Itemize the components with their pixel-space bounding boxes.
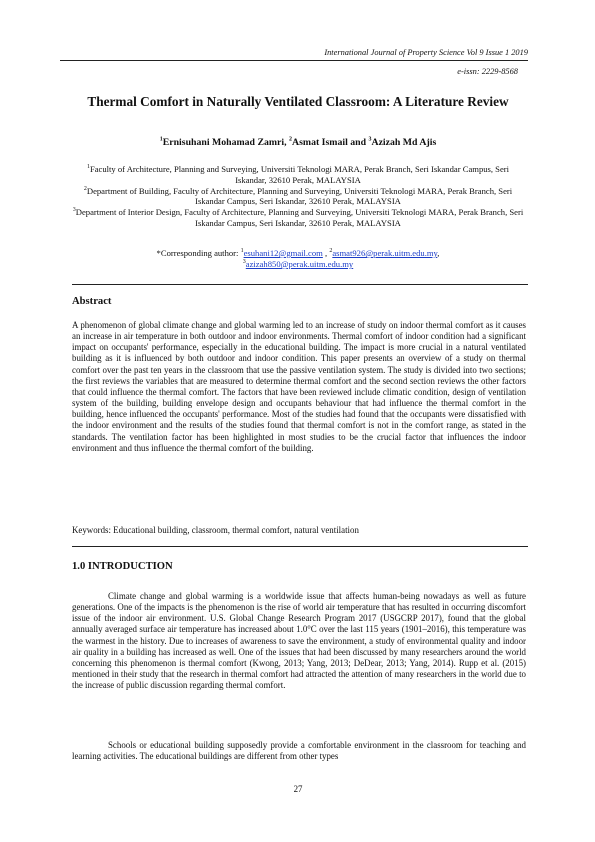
author-list bbox=[72, 137, 524, 148]
issn: e-issn: 2229-8568 bbox=[457, 67, 518, 76]
divider bbox=[72, 284, 528, 285]
section-heading: 1.0 INTRODUCTION bbox=[72, 561, 173, 572]
corresponding-label: *Corresponding author: bbox=[156, 248, 241, 258]
affiliations bbox=[72, 164, 524, 229]
author: $^1$Ernisuhani Mohamad Zamri, bbox=[159, 136, 290, 148]
abstract-heading: Abstract bbox=[72, 296, 112, 307]
email-link[interactable]: esuhani12@gmail.com bbox=[243, 248, 323, 258]
affiliation: $^3$Department of Interior Design, Faculty of Architecture, Planning and Surveying, Universiti Teknologi MARA, Perak Branch, Seri Iskandar Campus, Seri Iskandar, 32610 Perak, MALAYSIA bbox=[72, 207, 524, 228]
page-number: 27 bbox=[293, 784, 303, 794]
header-rule bbox=[60, 60, 528, 61]
divider bbox=[72, 546, 528, 547]
author: $^3$Azizah Md Ajis bbox=[368, 136, 437, 148]
author: $^2$Asmat Ismail and bbox=[289, 136, 369, 148]
paragraph: Climate change and global warming is a worldwide issue that affects human-being nowadays as well as future generations. One of the impacts is the phenomenon is the rise of world air temperature that has resulted in occurring discomfort issue of the indoor air environment. U.S. Global Change Research Program 2017 (USGCRP 2017), found that the global annually averaged surface air temperature has increased about 1.0°C over the last 115 years (1901–2016), this temperature was the warmest in the history. Due to increases of awareness to save the environment, a study of environmental quality and indoor air quality in a building has increased as well. One of the issues that had been discussed by many researchers around the world concerning this phenomenon is thermal comfort (Kwong, 2013; Yang, 2013; DeDear, 2013; Yang, 2014). Rupp et al. (2015) mentioned in their study that the research in thermal comfort had attracted the attention of many researchers in the world due to the increase of public discussion regarding thermal comfort. bbox=[72, 591, 526, 691]
affiliation: $^2$Department of Building, Faculty of Architecture, Planning and Surveying, Universiti Teknologi MARA, Perak Branch, Seri Iskandar Campus, Seri Iskandar, 32610 Perak, MALAYSIA bbox=[83, 185, 513, 207]
paper-title: Thermal Comfort in Naturally Ventilated Classroom: A Literature Review bbox=[87, 94, 509, 109]
corresponding-author: *Corresponding author: $^1$esuhani12@gmail.com , $^2$asmat926@perak.uitm.edu.my, $^3$azizah850@perak.uitm.edu.my bbox=[156, 248, 440, 269]
abstract-text: A phenomenon of global climate change and global warming led to an increase of study on indoor thermal comfort as it causes an increase in air temperature in both outdoor and indoor environments. Thermal comfort of indoor condition had a significant impact on occupants' performance, especially in the educational building. The impact is more crucial in a natural ventilated building as it is influenced by both outdoor and indoor condition. This paper presents an overview of a study on thermal comfort over the past ten years in the classroom that use the passive ventilation system. The study is divided into two sections; the first reviews the variables that are measured to determine thermal comfort and the second section reviews the other factors that could influence the thermal comfort. The factors that have been reviewed include climatic condition, design of ventilation system of the building, building envelope design and occupants behaviour that had influence the thermal comfort in the building, hence influenced the occupants' performance. Most of the studies had found that the occupants were dissatisfied with the indoor environment and the results of the studies found that thermal comfort is not in the comfort range, as stated in the standards. The ventilation factor has been highlighted in most studies to be the crucial factor that influences the indoor environment and thus influence the thermal comfort of the building. bbox=[72, 320, 526, 453]
paragraph: Schools or educational building supposedly provide a comfortable environment in the classroom for teaching and learning activities. The educational buildings are different from other types bbox=[72, 740, 526, 762]
keywords: Keywords: Educational building, classroom, thermal comfort, natural ventilation bbox=[72, 525, 359, 535]
journal-header: International Journal of Property Science Vol 9 Issue 1 2019 bbox=[324, 48, 528, 57]
email-link[interactable]: azizah850@perak.uitm.edu.my bbox=[245, 259, 354, 269]
email-link[interactable]: asmat926@perak.uitm.edu.my bbox=[332, 248, 438, 258]
affiliation: $^1$Faculty of Architecture, Planning and Surveying, Universiti Teknologi MARA, Perak Branch, Seri Iskandar Campus, Seri Iskandar, 32610 Perak, MALAYSIA bbox=[86, 164, 510, 185]
